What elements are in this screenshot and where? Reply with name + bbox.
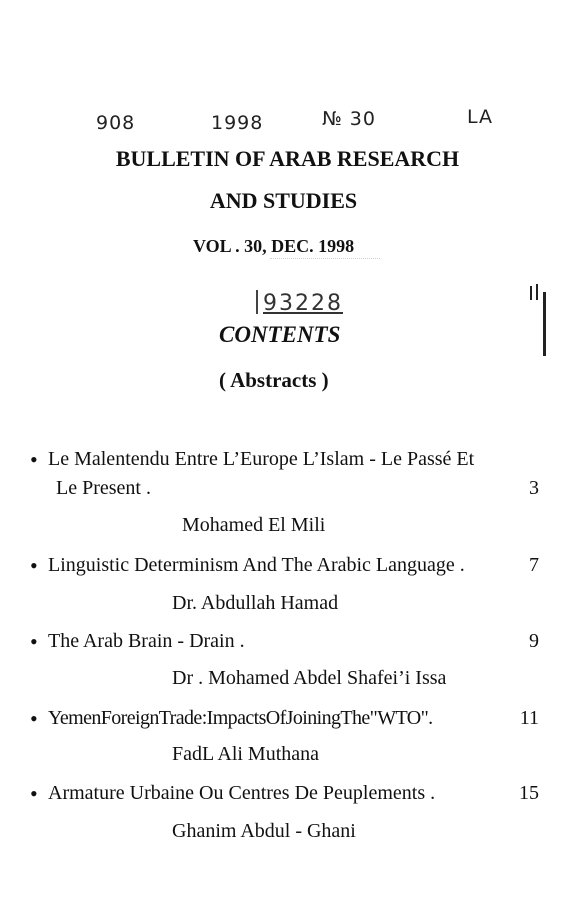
handwritten-note-2: 1998 (211, 112, 264, 134)
entry-author: Dr . Mohamed Abdel Shafei’i Issa (172, 667, 447, 689)
entry-page-number: 15 (519, 782, 539, 804)
bullet-icon: • (30, 553, 38, 578)
volume-line: VOL . 30, DEC. 1998 (193, 236, 355, 256)
entry-title: Linguistic Determinism And The Arabic Language . (48, 554, 465, 576)
margin-mark-1 (530, 286, 532, 300)
bullet-icon: • (30, 781, 38, 806)
handwritten-note-4: LA (467, 106, 494, 128)
entry-page-number: 7 (529, 554, 539, 576)
margin-mark-2 (536, 284, 538, 300)
contents-heading: CONTENTS (219, 322, 341, 347)
entry-page-number: 9 (529, 630, 539, 652)
bulletin-title-line-1: BULLETIN OF ARAB RESEARCH (115, 146, 460, 171)
entry-title-continued: Le Present . (56, 477, 151, 499)
entry-author: Ghanim Abdul - Ghani (172, 820, 356, 842)
entry-title: Le Malentendu Entre L’Europe L’Islam - Le Passé Et (48, 448, 475, 470)
entry-page-number: 11 (519, 707, 539, 729)
abstracts-label: ( Abstracts ) (219, 368, 329, 392)
entry-title: Armature Urbaine Ou Centres De Peuplements . (48, 782, 436, 804)
handwritten-note-3: № 30 (322, 108, 376, 130)
entry-title: The Arab Brain - Drain . (48, 630, 245, 652)
handwritten-note-1: 908 (96, 112, 136, 134)
margin-mark-3 (543, 292, 546, 356)
bullet-icon: • (30, 706, 38, 731)
stamp-bracket (256, 290, 258, 314)
entry-author: FadL Ali Muthana (172, 743, 320, 765)
bullet-icon: • (30, 447, 38, 472)
entry-title: YemenForeignTrade:ImpactsOfJoiningThe"WTO". (48, 707, 433, 729)
accession-stamp-number: 93228 (263, 291, 343, 316)
stamp-smudge (270, 258, 380, 277)
entry-author: Dr. Abdullah Hamad (172, 592, 339, 614)
entry-author: Mohamed El Mili (182, 514, 326, 536)
bullet-icon: • (30, 629, 38, 654)
bulletin-title-line-2: AND STUDIES (209, 188, 358, 213)
entry-page-number: 3 (529, 477, 539, 499)
